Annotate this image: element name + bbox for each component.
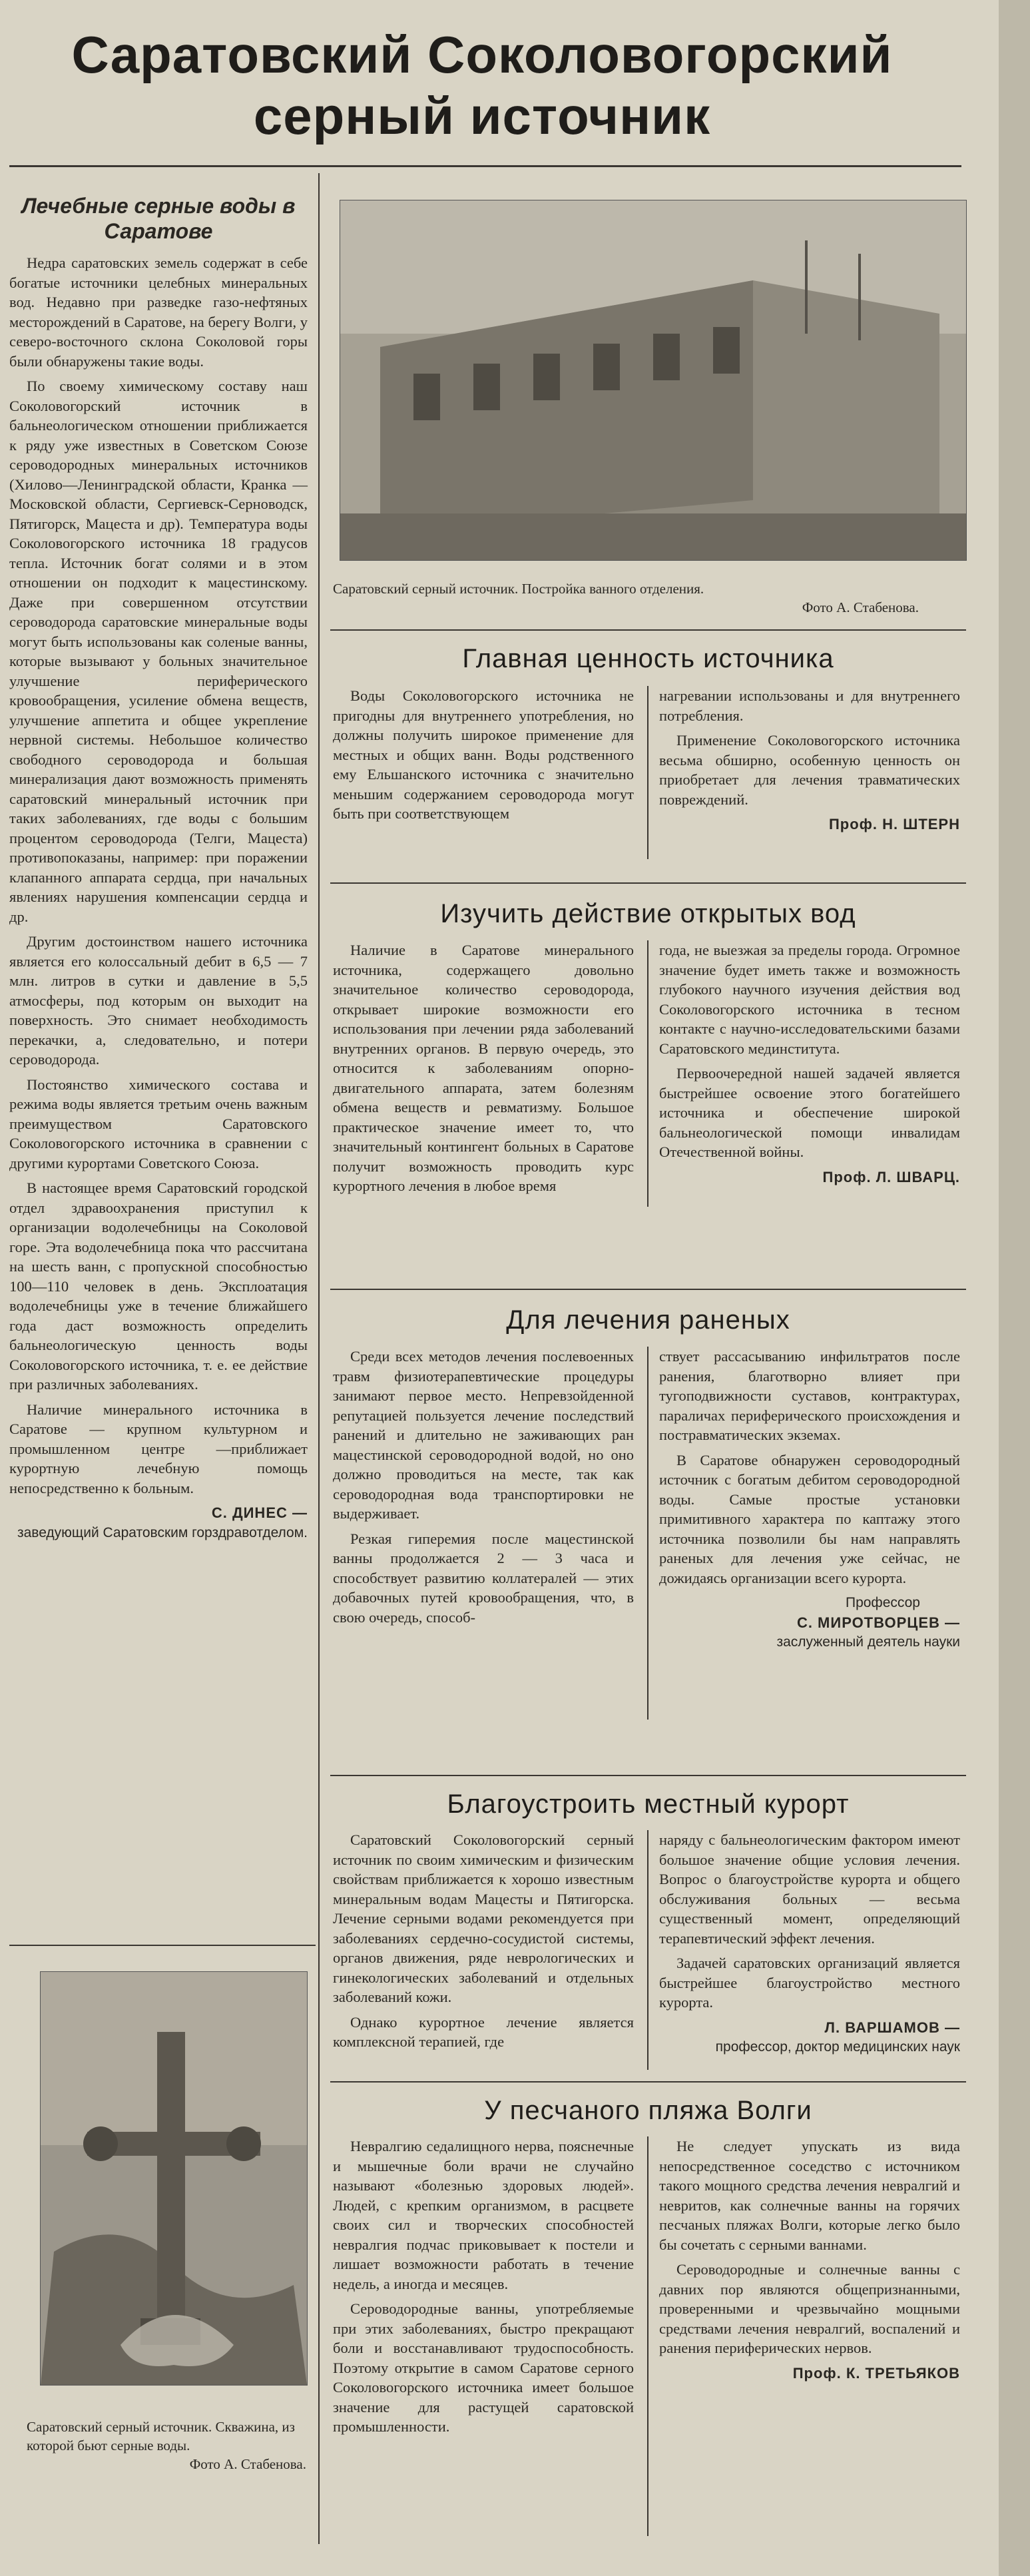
left-signature-role: заведующий Саратовским горздравотделом.: [17, 1524, 308, 1540]
building-photo-illustration: [340, 200, 966, 560]
left-photo-rule: [9, 1945, 316, 1946]
article-5-col-1: [333, 2136, 634, 2442]
article-5-col-2: [659, 2136, 960, 2383]
article-3-col-1: [333, 1347, 634, 1632]
well-photo: [40, 1971, 308, 2386]
left-article-title: Лечебные серные воды в Саратове: [21, 194, 296, 243]
article-3-text: ствует рассасыванию инфильтратов после ранения, благотворно влияет при тугоподвижности суставов, контрактурах, параличах периферического происхождения и постравматических экземах.: [659, 1348, 960, 1443]
article-2-text: года, не выезжая за пределы города. Огромное значение будет иметь также и возможность глубокого научного изучения действия вод Соколовогорского источника в тесном контакте с научно-исследовательскими базами Саратовского мединститута.: [659, 942, 960, 1057]
article-5-divider: [647, 2136, 648, 2536]
article-4-col-2: [659, 1830, 960, 2057]
building-caption-text: Саратовский серный источник. Постройка ванного отделения.: [333, 581, 704, 597]
article-3-divider: [647, 1347, 648, 1720]
article-3-text: Среди всех методов лечения послевоенных травм физиотерапевтические процедуры занимают первое место. Непревзойденной репутацией пользуется лечение последствий ранений и длительно не заживающих ран мацестинской сероводородной водой, но оно должно проводиться на месте, так как сероводородная вода транспортировки не выдерживает.: [333, 1348, 634, 1522]
well-photo-credit: Фото А. Стабенова.: [189, 2456, 306, 2472]
article-3-signature: С. МИРОТВОРЦЕВ —: [796, 1614, 960, 1631]
left-paragraph: Недра саратовских земель содержат в себе богатые источники целебных минеральных вод. Недавно при разведке газо-нефтяных месторождений в Саратове, на берегу Волги, у северо-восточного склона Соколовой горы были обнаружены такие воды.: [9, 254, 308, 370]
left-paragraph: В настоящее время Саратовский городской отдел здравоохранения приступил к организации водолечебницы на Соколовой горе. Эта водолечебница пока что рассчитана на шесть ванн, с пропускной способностью 100—110 человек в день. Эксплоатация водолечебницы уже в течение ближайшего года даст возможность определить бальнеологическую ценность воды Соколовогорского источника, т. е. ее действие при различных заболеваниях.: [9, 1179, 308, 1393]
article-4-text: Однако курортное лечение является комплексной терапией, где: [333, 2013, 634, 2050]
left-column-divider: [318, 173, 320, 2544]
article-3-text: В Саратове обнаружен сероводородный источник с богатым дебитом сероводородной воды. Самые простые установки примитивного характера по каптажу этого источника позволили бы нам направлять раненых для лечения уже сейчас, не дожидаясь организации всего курорта.: [659, 1451, 960, 1586]
article-5-text: Сероводородные ванны, употребляемые при этих заболеваниях, быстро прекращают боли и восстанавливают трудоспособность. Поэтому открытие в самом Саратове серного Соколовогорского источника имеет большое значение для растущей саратовской промышленности.: [333, 2300, 634, 2435]
well-caption-text: Саратовский серный источник. Скважина, из которой бьют серные воды.: [27, 2419, 295, 2453]
article-3-signature-title: Профессор: [845, 1595, 920, 1610]
building-photo: [340, 200, 967, 561]
article-5-signature: Проф. К. ТРЕТЬЯКОВ: [792, 2364, 960, 2382]
article-1-col-1: [333, 686, 634, 829]
article-2-col-2: [659, 940, 960, 1187]
article-1-divider: [647, 686, 648, 859]
article-2-headline: Изучить действие открытых вод: [440, 899, 856, 928]
article-4-signature-role: профессор, доктор медицинских наук: [715, 2039, 960, 2055]
article-1-text: нагревании использованы и для внутреннего потребления.: [659, 687, 960, 724]
masthead-line-1: Саратовский Соколовогорский: [71, 25, 893, 84]
photo-rule: [330, 629, 966, 631]
article-5-text: Сероводородные и солнечные ванны с давних пор являются общепризнанными, проверенными и чрезвычайно мощными средствами лечения невралгий, воспалений и ранения периферических нервов.: [659, 2261, 960, 2356]
well-photo-illustration: [41, 1972, 307, 2385]
article-4-rule: [330, 2081, 966, 2083]
article-1-text: Воды Соколовогорского источника не пригодны для внутреннего употребления, но должны получить широкое применение для местных и общих ванн. Воды родственного ему Ельшанского источника с значительно меньшим содержанием сероводорода могут быть при соответствующем: [333, 687, 634, 822]
article-2-signature: Проф. Л. ШВАРЦ.: [822, 1168, 960, 1185]
article-4-text: Задачей саратовских организаций является быстрейшее благоустройство местного курорта.: [659, 1955, 960, 2011]
article-1-rule: [330, 882, 966, 884]
article-2-rule: [330, 1289, 966, 1290]
left-signature: С. ДИНЕС —: [211, 1504, 308, 1521]
masthead: [9, 24, 955, 147]
article-4-divider: [647, 1830, 648, 2070]
masthead-line-2: серный источник: [253, 87, 711, 145]
article-3-rule: [330, 1775, 966, 1776]
article-5-text: Не следует упускать из вида непосредственное соседство с источником такого мощного средства лечения невралгий и невритов, как солнечные ванны на горячих песчаных пляжах Волги, которые легко было бы сочетать с серными ваннами.: [659, 2138, 960, 2253]
masthead-rule: [9, 165, 961, 167]
article-4-text: наряду с бальнеологическим фактором имеют большое значение общие условия лечения. Вопрос о благоустройстве курорта и общего обслуживания больных — весьма существенный момент, определяющий терапевтический эффект лечения.: [659, 1831, 960, 1947]
left-paragraph: По своему химическому составу наш Соколовогорский источник в бальнеологическом отношении приближается к ряду уже известных в Советском Союзе сероводородных минеральных источников (Хилово—Ленинградской области, Кранка — Московской области, Сергиевск-Серноводск, Пятигорск, Мацеста и др). Температура воды Соколовогорского источника 18 градусов тепла. Источник богат солями и в этом отношении он подходит к мацестинскому. Даже при совершенном отсутствии сероводорода саратовские минеральные воды могут быть использованы как соленые ванны, которые вызывают у больных значительное улучшение периферического кровообращения, усиление обмена веществ, улучшение аппетита и общее укрепление нервной системы. Небольшое количество свободного сероводорода и большая минерализация дают возможность применять саратовский минеральный источник при таких заболеваниях, где воды с большим процентом сероводорода (Телги, Мацеста) противопоказаны, например: при поражении клапанного аппарата сердца, при начальных явлениях нарушения компенсации сердца и др.: [9, 378, 308, 925]
article-3-signature-role: заслуженный деятель науки: [776, 1634, 960, 1650]
left-paragraph: Наличие минерального источника в Саратове — крупном культурном и промышленном центре —приближает курортную лечебную помощь непосредственно к больным.: [9, 1401, 308, 1496]
article-3-col-2: [659, 1347, 960, 1652]
article-3-headline: Для лечения раненых: [506, 1305, 790, 1335]
article-3-text: Резкая гиперемия после мацестинской ванны продолжается 2 — 3 часа и способствует развитию коллатералей — этих добавочных путей кровообращения, что, в свою очередь, способ-: [333, 1530, 634, 1626]
page-edge: [999, 0, 1030, 2576]
well-photo-caption: [27, 2417, 313, 2473]
article-1-headline: Главная ценность источника: [462, 644, 834, 673]
article-1-signature: Проф. Н. ШТЕРН: [828, 816, 960, 832]
article-2-text: Наличие в Саратове минерального источника, содержащего довольно значительное количество сероводорода, открывает широкие возможности его использования при лечении ряда заболеваний внутренних органов. В первую очередь, это относится к заболеваниям опорно-двигательного аппарата, затем болезням обмена веществ и ревматизму. Большое практическое значение имеет то, что значительный контингент больных в Саратове получит возможность проводить курс курортного лечения в любое время: [333, 942, 634, 1194]
article-2-col-1: [333, 940, 634, 1201]
article-5-text: Невралгию седалищного нерва, пояснечные и мышечные боли врачи не случайно называют «болезнью здоровых людей». Людей, с крепким организмом, в расцвете своих сил и творческих способностей невралгия подчас приковывает к постели и лишает возможности работать в течение недель, а иногда и месяцев.: [333, 2138, 634, 2292]
article-4-headline: Благоустроить местный курорт: [447, 1789, 850, 1819]
left-paragraph: Постоянство химического состава и режима воды является третьим очень важным преимуществом Саратовского Соколовогорского источника в сравнении с другими курортами Советского Союза.: [9, 1076, 308, 1171]
article-1-text: Применение Соколовогорского источника весьма обширно, особенную ценность он приобретает для лечения травматических повреждений.: [659, 732, 960, 808]
article-2-text: Первоочередной нашей задачей является быстрейшее освоение этого богатейшего источника и обеспечение широкой бальнеологической помощи инвалидам Отечественной войны.: [659, 1065, 960, 1160]
article-4-col-1: [333, 1830, 634, 2057]
article-4-text: Саратовский Соколовогорский серный источник по своим химическим и физическим свойствам приближается к хорошо известным минеральным водам Мацесты и Пятигорска. Лечение серными водами рекомендуется при заболеваниях сердечно-сосудистой системы, органов движения, ряде неврологических и гинекологических заболеваний и отдельных заболеваний кожи.: [333, 1831, 634, 2005]
building-photo-credit: Фото А. Стабенова.: [802, 599, 919, 615]
article-2-divider: [647, 940, 648, 1207]
article-1-col-2: [659, 686, 960, 834]
article-5-headline: У песчаного пляжа Волги: [484, 2096, 812, 2125]
left-column-article: [9, 193, 308, 1542]
article-4-signature: Л. ВАРШАМОВ —: [824, 2019, 960, 2036]
left-paragraph: Другим достоинством нашего источника является его колоссальный дебит в 6,5 — 7 млн. литров в сутки и давление в 5,5 атмосферы, под которым он выходит на поверхность. Это снимает необходимость перекачки, а, следовательно, и потери сероводорода.: [9, 933, 308, 1068]
building-photo-caption: [333, 579, 972, 617]
